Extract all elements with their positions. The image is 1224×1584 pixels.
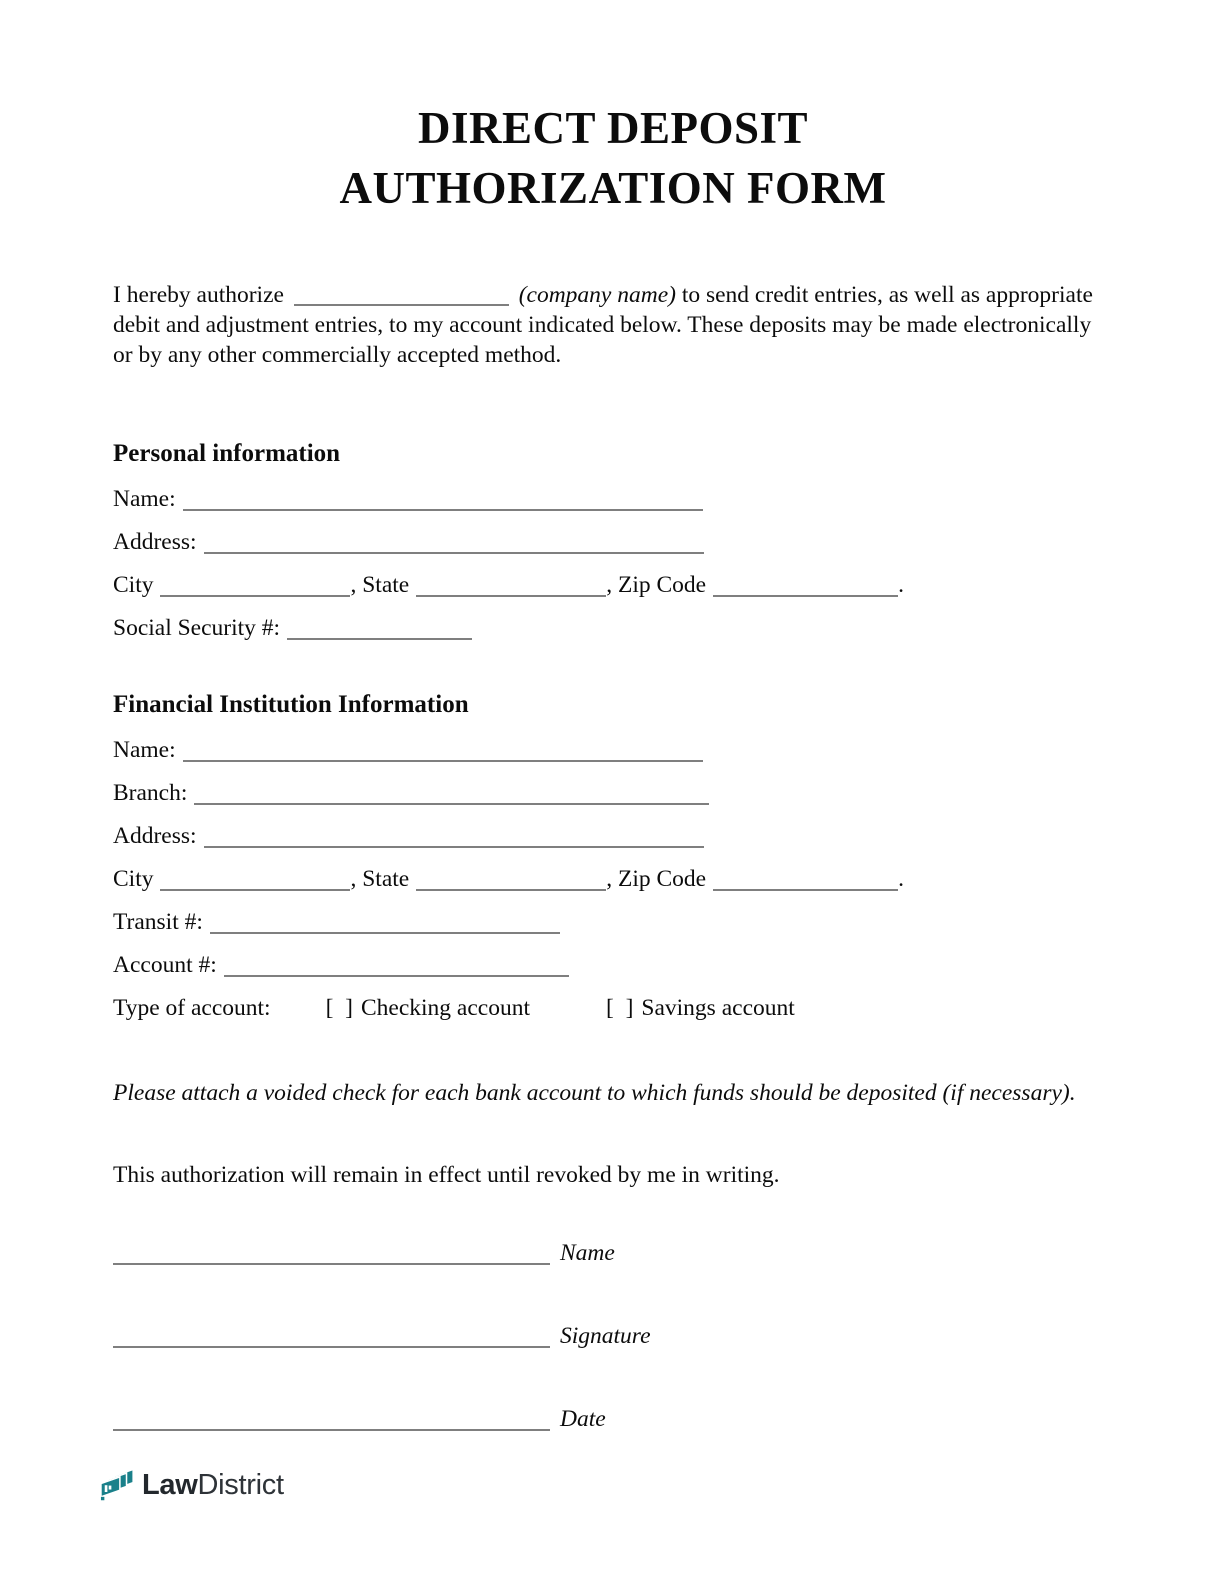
- personal-address-blank[interactable]: [204, 530, 704, 554]
- personal-address-label: Address:: [113, 529, 197, 555]
- personal-state-label: , State: [350, 572, 410, 598]
- financial-info-heading: Financial Institution Information: [113, 691, 469, 718]
- signee-name-row: [113, 1238, 1113, 1268]
- personal-ssn-label: Social Security #:: [113, 615, 281, 641]
- date-label: Date: [560, 1406, 606, 1432]
- personal-state-blank[interactable]: [416, 573, 606, 597]
- personal-name-label: Name:: [113, 486, 176, 512]
- financial-address-row: [113, 821, 1113, 851]
- voided-check-note: Please attach a voided check for each bank account to which funds should be deposited (if necessary).: [113, 1080, 1076, 1106]
- financial-branch-blank[interactable]: [194, 781, 709, 805]
- lawdistrict-wordmark: [142, 1468, 284, 1502]
- financial-city-state-zip-row: [113, 864, 1113, 894]
- personal-city-state-zip-row: [113, 570, 1113, 600]
- company-name-blank[interactable]: [294, 284, 509, 306]
- financial-address-label: Address:: [113, 823, 197, 849]
- financial-address-blank[interactable]: [204, 824, 704, 848]
- financial-name-blank[interactable]: [183, 738, 703, 762]
- savings-account-label: Savings account: [641, 995, 795, 1021]
- financial-name-label: Name:: [113, 737, 176, 763]
- financial-branch-label: Branch:: [113, 780, 188, 806]
- financial-account-label: Account #:: [113, 952, 217, 978]
- personal-name-blank[interactable]: [183, 487, 703, 511]
- account-type-row: [113, 993, 1113, 1023]
- personal-zip-blank[interactable]: [713, 573, 898, 597]
- savings-account-option[interactable]: [606, 995, 795, 1021]
- financial-line-period: .: [898, 866, 904, 892]
- financial-zip-blank[interactable]: [713, 867, 898, 891]
- personal-zip-label: , Zip Code: [606, 572, 707, 598]
- signee-name-label: Name: [560, 1240, 615, 1266]
- account-type-label: Type of account:: [113, 995, 271, 1021]
- personal-address-row: [113, 527, 1113, 557]
- signature-label: Signature: [560, 1323, 651, 1349]
- intro-tail: to send credit entries, as well as appropriate debit and adjustment entries, to my account indicated below. These deposits may be made electronically or by any other commercially accepted method.: [113, 282, 1093, 368]
- personal-line-period: .: [898, 572, 904, 598]
- lawdistrict-logo: [100, 1468, 284, 1502]
- financial-branch-row: [113, 778, 1113, 808]
- intro-paragraph: [113, 280, 1113, 370]
- signature-row: [113, 1321, 1113, 1351]
- financial-transit-row: [113, 907, 1113, 937]
- checking-account-label: Checking account: [360, 995, 530, 1021]
- signee-name-blank[interactable]: [113, 1241, 550, 1265]
- personal-info-heading: Personal information: [113, 440, 341, 467]
- revocation-note: This authorization will remain in effect until revoked by me in writing.: [113, 1162, 780, 1188]
- financial-city-label: City: [113, 866, 154, 892]
- date-row: [113, 1404, 1113, 1434]
- brand-district-text: District: [197, 1469, 284, 1501]
- financial-transit-blank[interactable]: [210, 910, 560, 934]
- financial-city-blank[interactable]: [160, 867, 350, 891]
- signature-blank[interactable]: [113, 1324, 550, 1348]
- company-name-hint: (company name): [518, 282, 676, 308]
- checking-checkbox[interactable]: [ ]: [325, 995, 353, 1021]
- personal-ssn-row: [113, 613, 1113, 643]
- personal-city-blank[interactable]: [160, 573, 350, 597]
- personal-name-row: [113, 484, 1113, 514]
- document-title-line2: AUTHORIZATION FORM: [339, 163, 887, 213]
- savings-checkbox[interactable]: [ ]: [606, 995, 634, 1021]
- checking-account-option[interactable]: [326, 995, 530, 1021]
- document-title: [113, 98, 1113, 218]
- personal-ssn-blank[interactable]: [287, 616, 472, 640]
- personal-city-label: City: [113, 572, 154, 598]
- financial-zip-label: , Zip Code: [606, 866, 707, 892]
- intro-lead: I hereby authorize: [113, 282, 284, 308]
- financial-state-label: , State: [350, 866, 410, 892]
- financial-account-row: [113, 950, 1113, 980]
- financial-name-row: [113, 735, 1113, 765]
- document-title-line1: DIRECT DEPOSIT: [417, 103, 809, 153]
- brand-law-text: Law: [142, 1469, 198, 1501]
- financial-transit-label: Transit #:: [113, 909, 203, 935]
- lawdistrict-logo-icon: [100, 1468, 142, 1502]
- date-blank[interactable]: [113, 1407, 550, 1431]
- financial-account-blank[interactable]: [224, 953, 569, 977]
- financial-state-blank[interactable]: [416, 867, 606, 891]
